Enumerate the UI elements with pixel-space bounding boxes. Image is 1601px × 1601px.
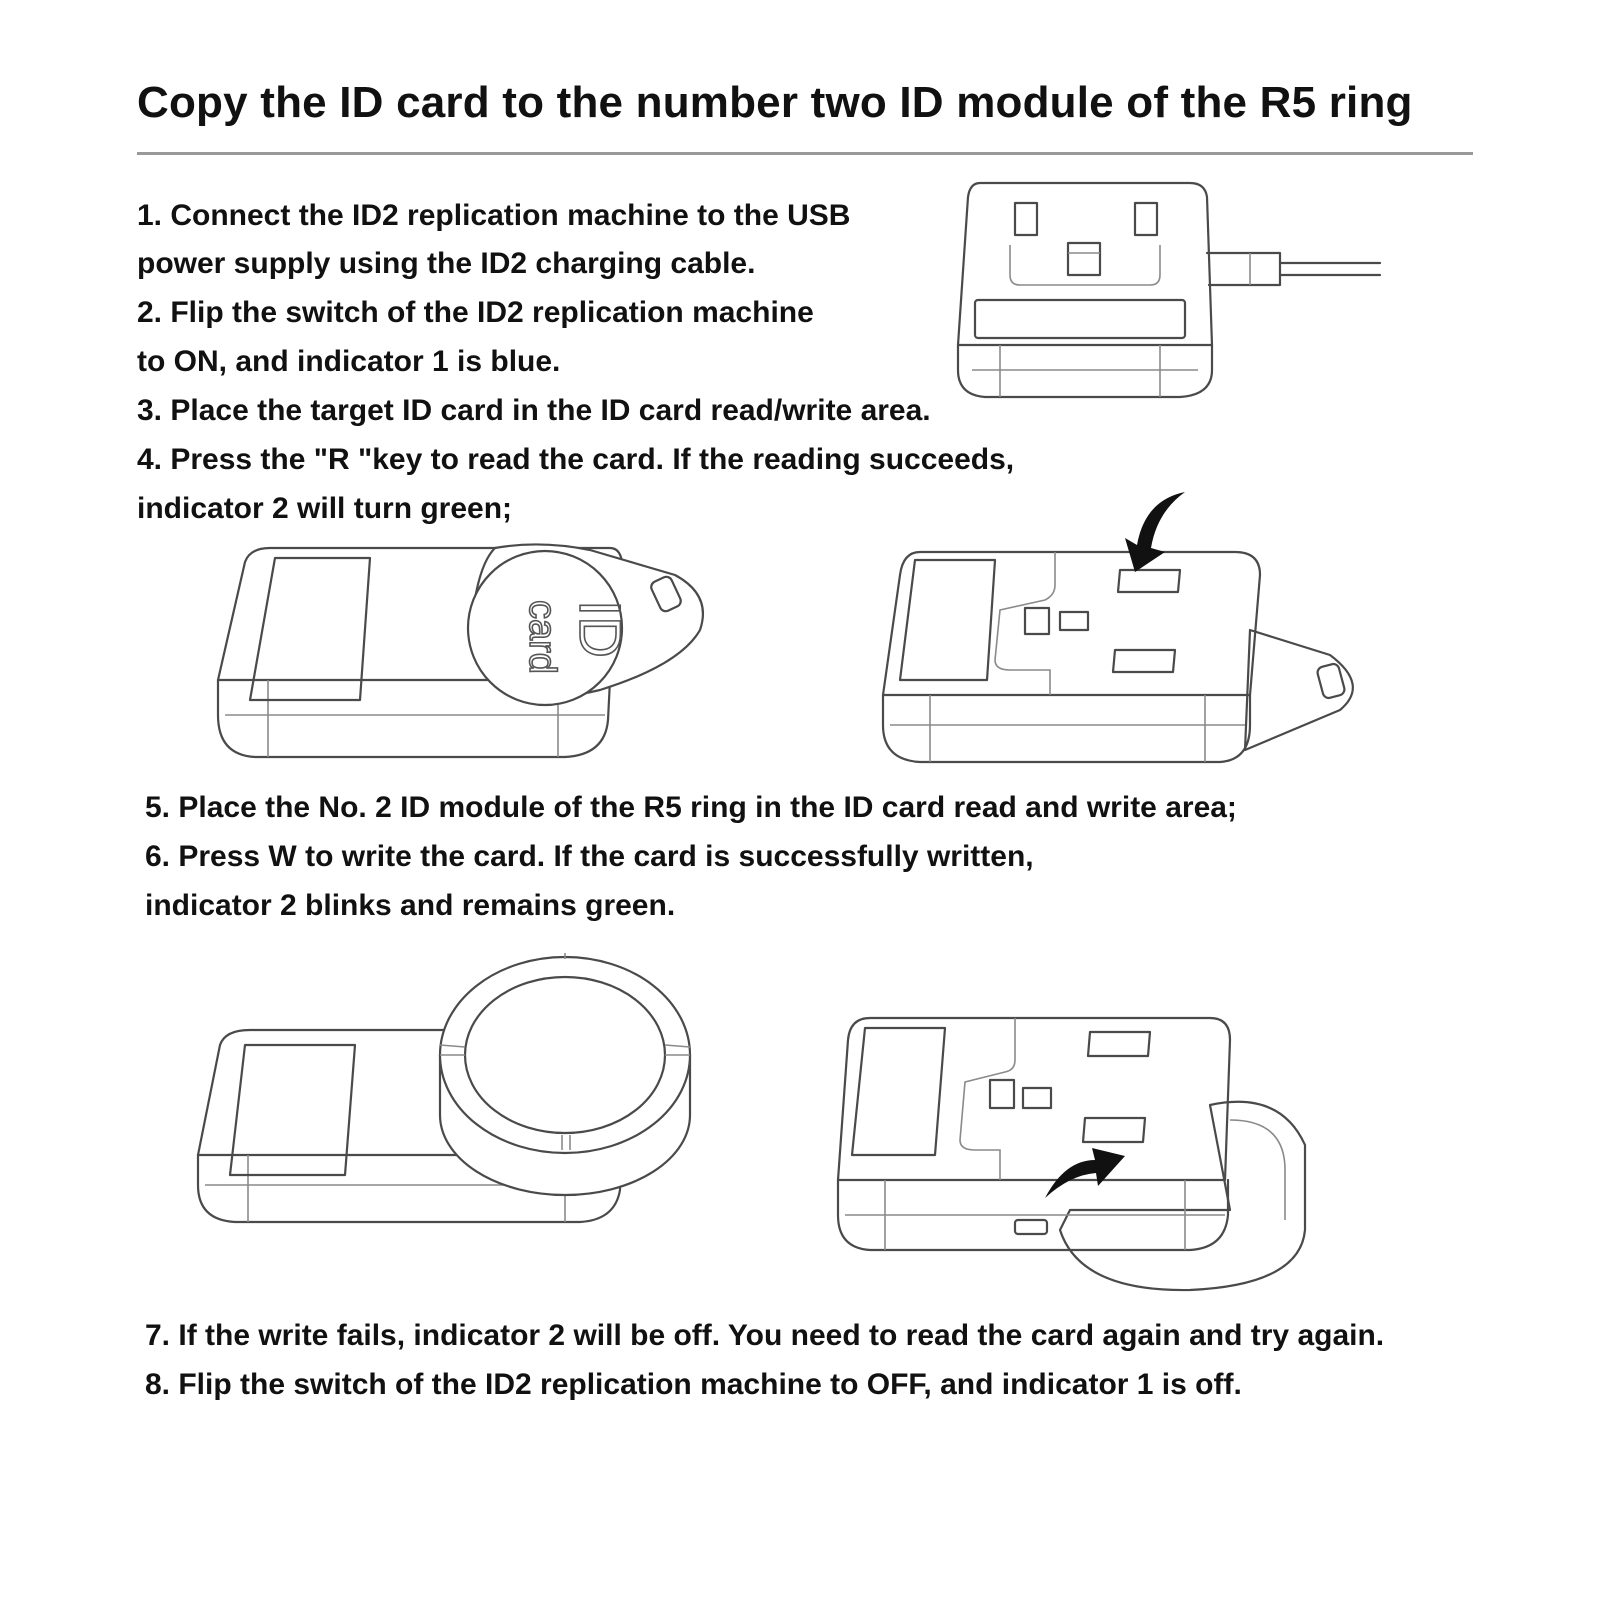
- step-6-line-2: indicator 2 blinks and remains green.: [145, 889, 676, 922]
- machine-write-slot-illustration: [830, 1010, 1330, 1300]
- step-8: 8. Flip the switch of the ID2 replication machine to OFF, and indicator 1 is off.: [145, 1368, 1242, 1401]
- step-7: 7. If the write fails, indicator 2 will be off. You need to read the card again and try again.: [145, 1319, 1385, 1352]
- machine-read-slot-illustration: [875, 500, 1395, 765]
- id-card-label-id: ID: [567, 600, 632, 658]
- title-divider: [137, 152, 1473, 155]
- page-title: Copy the ID card to the number two ID module of the R5 ring: [137, 78, 1413, 127]
- step-1-line-2: power supply using the ID2 charging cable.: [137, 247, 756, 280]
- step-2-line-2: to ON, and indicator 1 is blue.: [137, 345, 561, 378]
- r5-ring-on-machine-illustration: [190, 945, 710, 1235]
- step-6-line-1: 6. Press W to write the card. If the card is successfully written,: [145, 840, 1034, 873]
- step-2-line-1: 2. Flip the switch of the ID2 replication machine: [137, 296, 814, 329]
- step-4-line-2: indicator 2 will turn green;: [137, 492, 513, 525]
- press-arrow-icon: [1045, 1148, 1125, 1198]
- press-arrow-icon: [1125, 492, 1185, 572]
- id-card-on-machine-illustration: [210, 540, 720, 760]
- id2-machine-usb-illustration: [950, 175, 1380, 400]
- id-card-label-card: card: [521, 600, 563, 674]
- step-5: 5. Place the No. 2 ID module of the R5 ring in the ID card read and write area;: [145, 791, 1237, 824]
- step-3: 3. Place the target ID card in the ID card read/write area.: [137, 394, 931, 427]
- step-4-line-1: 4. Press the "R "key to read the card. If the reading succeeds,: [137, 443, 1015, 476]
- step-1-line-1: 1. Connect the ID2 replication machine to the USB: [137, 199, 851, 232]
